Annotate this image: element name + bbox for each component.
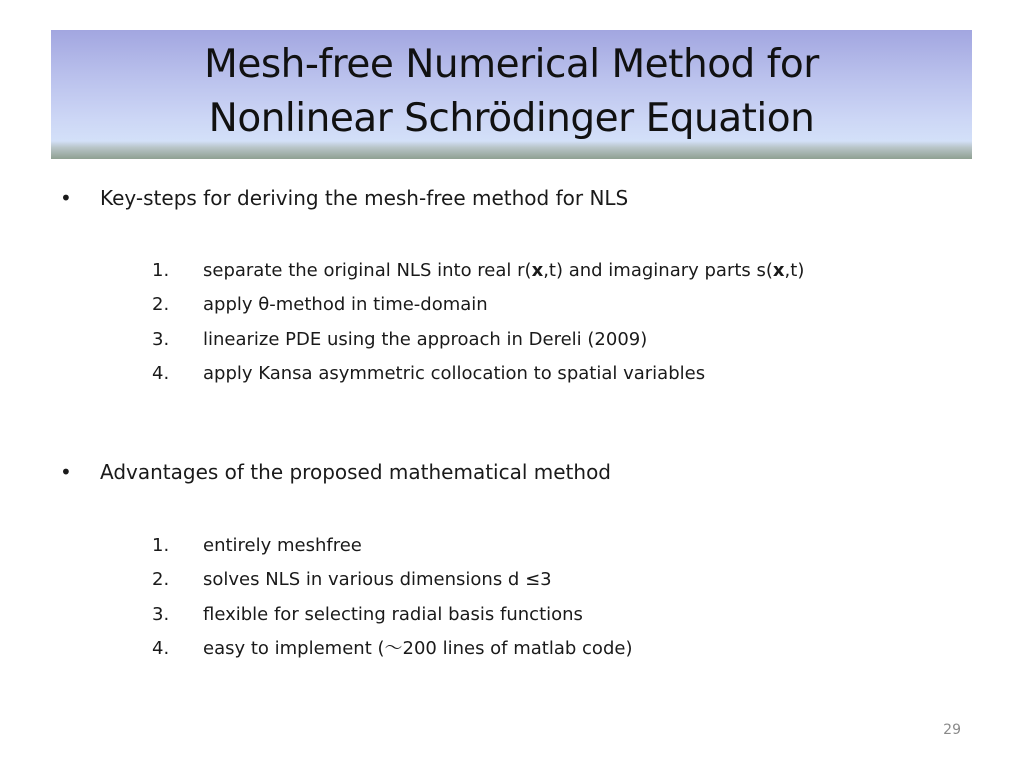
item-number: 3. xyxy=(152,328,170,350)
item-number: 1. xyxy=(152,260,170,281)
item-number: 1. xyxy=(152,535,170,556)
item-number: 2. xyxy=(152,569,170,591)
slide-number: 29 xyxy=(943,722,961,738)
item-text: linearize PDE using the approach in Dereli (2009) xyxy=(203,328,648,350)
item-text: flexible for selecting radial basis functions xyxy=(203,603,583,625)
item-number: 3. xyxy=(152,603,170,625)
item-number: 2. xyxy=(152,294,170,316)
bullet-icon: • xyxy=(60,460,72,484)
section-heading: Key-steps for deriving the mesh-free method for NLS xyxy=(100,186,629,210)
item-text: separate the original NLS into real r(x,t) and imaginary parts s(x,t) xyxy=(203,260,805,281)
item-text: easy to implement (～200 lines of matlab code) xyxy=(203,637,633,659)
item-number: 4. xyxy=(152,637,170,659)
section-heading: Advantages of the proposed mathematical method xyxy=(100,460,612,484)
item-text: entirely meshfree xyxy=(203,535,362,556)
title-banner xyxy=(51,30,972,159)
item-text: solves NLS in various dimensions d ≤3 xyxy=(203,569,552,591)
bold-x: x xyxy=(772,260,785,281)
item-number: 4. xyxy=(152,362,170,384)
slide-title-line-1: Mesh-free Numerical Method for xyxy=(204,41,819,87)
slide-title-line-2: Nonlinear Schrödinger Equation xyxy=(208,95,815,141)
bullet-icon: • xyxy=(60,186,72,210)
bold-x: x xyxy=(531,260,544,281)
item-text: apply θ-method in time-domain xyxy=(203,294,488,316)
item-text: apply Kansa asymmetric collocation to spatial variables xyxy=(203,362,706,384)
